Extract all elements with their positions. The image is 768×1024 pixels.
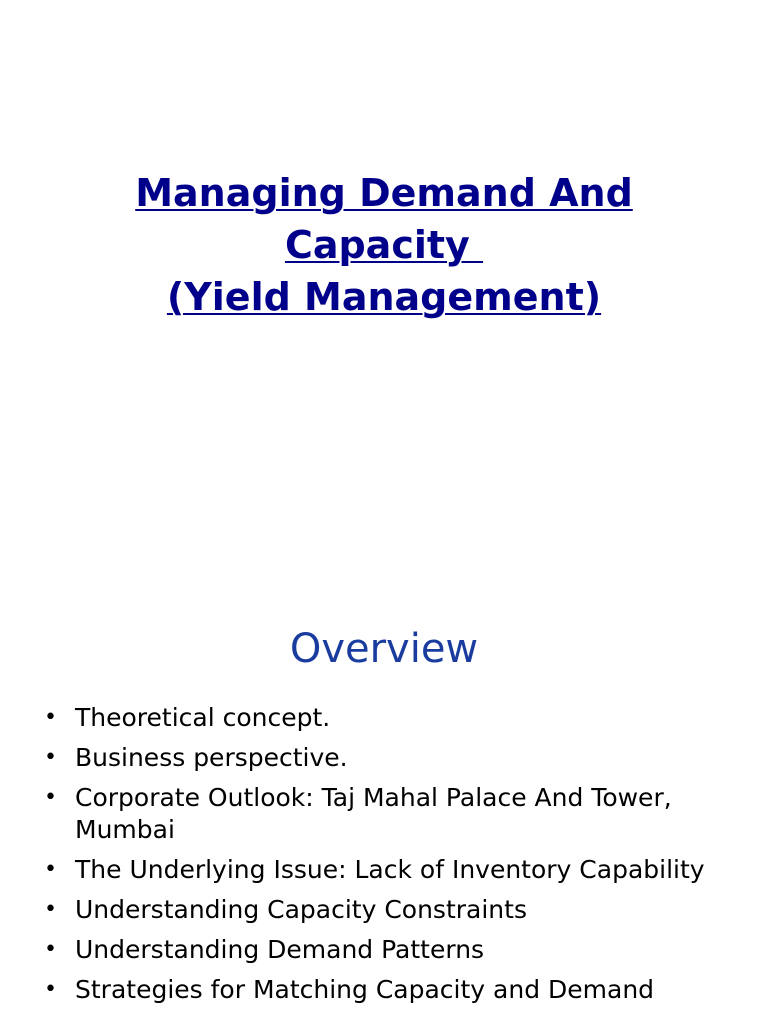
overview-slide [0, 590, 768, 1024]
bullet-item [44, 782, 744, 846]
bullet-dot-icon: • [44, 937, 57, 962]
bullet-item [44, 934, 744, 966]
title-line-text: Managing Demand And [135, 171, 633, 215]
title-line [0, 167, 768, 219]
bullet-dot-icon: • [44, 785, 57, 810]
slide-title [0, 167, 768, 323]
title-line-text: (Yield Management) [166, 275, 602, 319]
bullet-item [44, 854, 744, 886]
overview-heading: Overview [289, 626, 479, 672]
bullet-dot-icon: • [44, 897, 57, 922]
bullet-dot-icon: • [44, 745, 57, 770]
bullet-item [44, 974, 744, 1006]
bullet-dot-icon: • [44, 705, 57, 730]
bullet-text: The Underlying Issue: Lack of Inventory Capability [75, 855, 705, 884]
bullet-text: Understanding Demand Patterns [75, 935, 485, 964]
bullet-dot-icon: • [44, 977, 57, 1002]
bullet-text: Corporate Outlook: Taj Mahal Palace And Tower, Mumbai [75, 783, 672, 844]
bullet-item [44, 702, 744, 734]
bullet-text: Theoretical concept. [75, 703, 331, 732]
title-line [0, 219, 768, 271]
bullet-text: Understanding Capacity Constraints [75, 895, 527, 924]
bullet-item [44, 894, 744, 926]
bullet-dot-icon: • [44, 857, 57, 882]
title-line-text: Capacity [284, 223, 484, 267]
bullet-text: Business perspective. [75, 743, 348, 772]
title-line [0, 271, 768, 323]
bullet-list [44, 702, 744, 1014]
bullet-item [44, 742, 744, 774]
bullet-text: Strategies for Matching Capacity and Demand [75, 975, 655, 1004]
